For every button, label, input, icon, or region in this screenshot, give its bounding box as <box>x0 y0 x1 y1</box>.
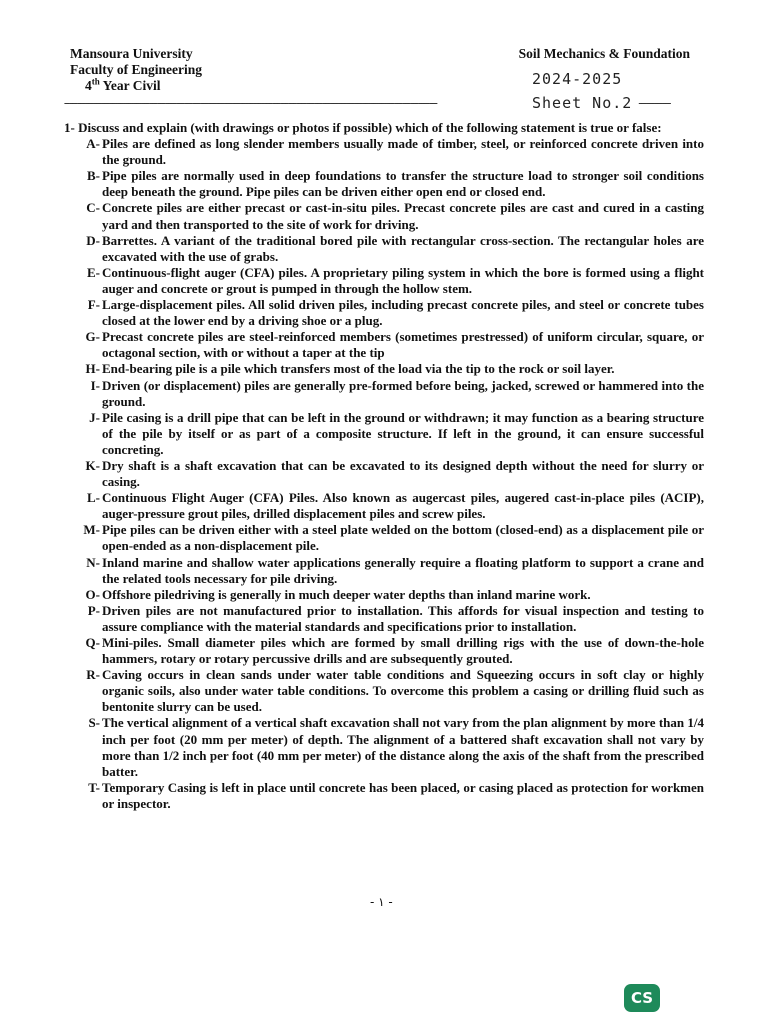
statement-text: Precast concrete piles are steel-reinforced members (sometimes prestressed) of uniform circular, square, or octagonal section, with or without a taper at the tip <box>102 329 704 361</box>
statement-letter: A- <box>86 136 100 152</box>
statement-text: Barrettes. A variant of the traditional bored pile with rectangular cross-section. The rectangular holes are excavated with the use of grabs. <box>102 232 704 264</box>
statement-text: Continuous-flight auger (CFA) piles. A proprietary piling system in which the bore is formed using a flight auger and concrete or grout is pumped in through the hollow stem. <box>102 264 704 296</box>
statement-text: Pipe piles can be driven either with a steel plate welded on the bottom (closed-end) as a displacement pile or open-ended as a non-displacement pile. <box>102 522 704 554</box>
statement-text: Caving occurs in clean sands under water table conditions and Squeezing occurs in soft clay or highly organic soils, also under water table conditions. To overcome this problem a casing or drilling fluid such as bentonite slurry can be used. <box>102 667 704 715</box>
question-text: 1- Discuss and explain (with drawings or photos if possible) which of the following statement is true or false: <box>64 120 662 135</box>
statement-letter: E- <box>87 264 100 280</box>
statement-letter: I- <box>90 377 100 393</box>
statement-text: Driven piles are not manufactured prior to installation. This affords for visual inspection and testing to assure compliance with the material standards and specifications prior to installation. <box>102 602 704 634</box>
statement-text: Pile casing is a drill pipe that can be left in the ground or withdrawn; it may function as a bearing structure of the pile by itself or as part of a composite structure. If left in the ground, it can ensure successful concreting. <box>102 409 704 457</box>
camscanner-logo: CS <box>624 984 660 1012</box>
statement-item <box>64 168 704 200</box>
year-number: 4 <box>85 78 92 93</box>
statement-text: End-bearing pile is a pile which transfers most of the load via the tip to the rock or soil layer. <box>102 361 615 377</box>
statement-item <box>64 667 704 715</box>
statement-letter: N- <box>86 554 100 570</box>
statement-letter: D- <box>86 232 100 248</box>
statement-letter: L- <box>87 490 100 506</box>
statement-item <box>64 635 704 667</box>
statement-text: Mini-piles. Small diameter piles which are formed by small drilling rigs with the use of down-the-hole hammers, rotary or rotary percussive drills and are subsequently grouted. <box>102 635 704 667</box>
statement-text: Offshore piledriving is generally in much deeper water depths than inland marine work. <box>102 586 591 602</box>
statement-text: Inland marine and shallow water applications generally require a floating platform to support a crane and the related tools necessary for pile driving. <box>102 554 704 586</box>
statement-item <box>64 603 704 635</box>
statement-letter: Q- <box>85 635 100 650</box>
statement-item <box>64 361 704 377</box>
statement-letter: S- <box>88 715 100 731</box>
statement-letter: H- <box>85 361 100 377</box>
statement-letter: P- <box>87 602 100 618</box>
statement-text: Driven (or displacement) piles are generally pre-formed before being, jacked, screwed or hammered into the ground. <box>102 377 704 409</box>
statement-item <box>64 265 704 297</box>
statement-item <box>64 555 704 587</box>
statement-letter: F- <box>87 297 100 313</box>
course-title: Soil Mechanics & Foundation <box>518 46 690 61</box>
statement-letter: C- <box>86 200 100 216</box>
statement-item <box>64 200 704 232</box>
header-rule <box>64 94 704 112</box>
statement-item <box>64 410 704 458</box>
dashed-rule-left: -------------------------------------------------------------------------------------------------------------------------------------------- <box>64 97 437 109</box>
year-rest: Year Civil <box>99 78 161 93</box>
statement-item <box>64 297 704 329</box>
academic-year: 2024-2025 <box>532 70 623 88</box>
statement-letter: M- <box>83 522 100 538</box>
statement-item <box>64 233 704 265</box>
statement-letter: R- <box>86 667 100 683</box>
statement-letter: B- <box>87 168 100 184</box>
statement-text: Piles are defined as long slender members usually made of timber, steel, or reinforced concrete driven into the ground. <box>102 136 704 168</box>
statement-item <box>64 587 704 603</box>
page-number: - ١ - <box>370 895 393 909</box>
header-institution <box>70 46 202 94</box>
year-label <box>70 78 202 94</box>
statement-item <box>64 329 704 361</box>
statement-text: Continuous Flight Auger (CFA) Piles. Also known as augercast piles, augered cast-in-place piles (ACIP), auger-pressure grout piles, drilled displacement piles and screw piles. <box>102 490 704 522</box>
faculty-name: Faculty of Engineering <box>70 62 202 77</box>
statement-item <box>64 378 704 410</box>
sheet-number: Sheet No.2 <box>532 94 633 112</box>
statement-letter: J- <box>89 409 100 425</box>
statement-item <box>64 780 704 812</box>
statement-text: Dry shaft is a shaft excavation that can be excavated to its designed depth without the need for slurry or casing. <box>102 457 704 490</box>
dashed-rule-right: ------------ <box>638 97 671 109</box>
statement-item <box>64 522 704 554</box>
statement-item <box>64 490 704 522</box>
statement-text: Temporary Casing is left in place until concrete has been placed, or casing placed as protection for workmen or inspector. <box>102 779 704 811</box>
statement-text: Large-displacement piles. All solid driven piles, including precast concrete piles, and steel or concrete tubes closed at the lower end by a driving shoe or a plug. <box>102 297 704 329</box>
statement-item <box>64 715 704 779</box>
statement-item <box>64 136 704 168</box>
statement-letter: T- <box>88 779 100 795</box>
statement-text: Pipe piles are normally used in deep foundations to transfer the structure load to stronger soil conditions deep beneath the ground. Pipe piles can be driven either open end or closed end. <box>102 168 704 200</box>
statement-text: The vertical alignment of a vertical shaft excavation shall not vary from the plan alignment by more than 1/4 inch per foot (20 mm per meter) of depth. The alignment of a battered shaft excavation shall not vary by more than 1/2 inch per foot (40 mm per meter) of the distance along the axis of the shaft from the prescribed batter. <box>102 715 704 779</box>
statement-letter: G- <box>85 329 100 345</box>
university-name: Mansoura University <box>70 46 193 61</box>
statement-letter: K- <box>85 457 100 473</box>
statement-text: Concrete piles are either precast or cast-in-situ piles. Precast concrete piles are cast and cured in a casting yard and then transported to the site of work for driving. <box>102 200 704 232</box>
statement-item <box>64 458 704 490</box>
year-suffix: th <box>91 76 100 87</box>
statement-list <box>64 136 704 812</box>
question-body <box>64 120 704 812</box>
statement-letter: O- <box>85 586 100 602</box>
